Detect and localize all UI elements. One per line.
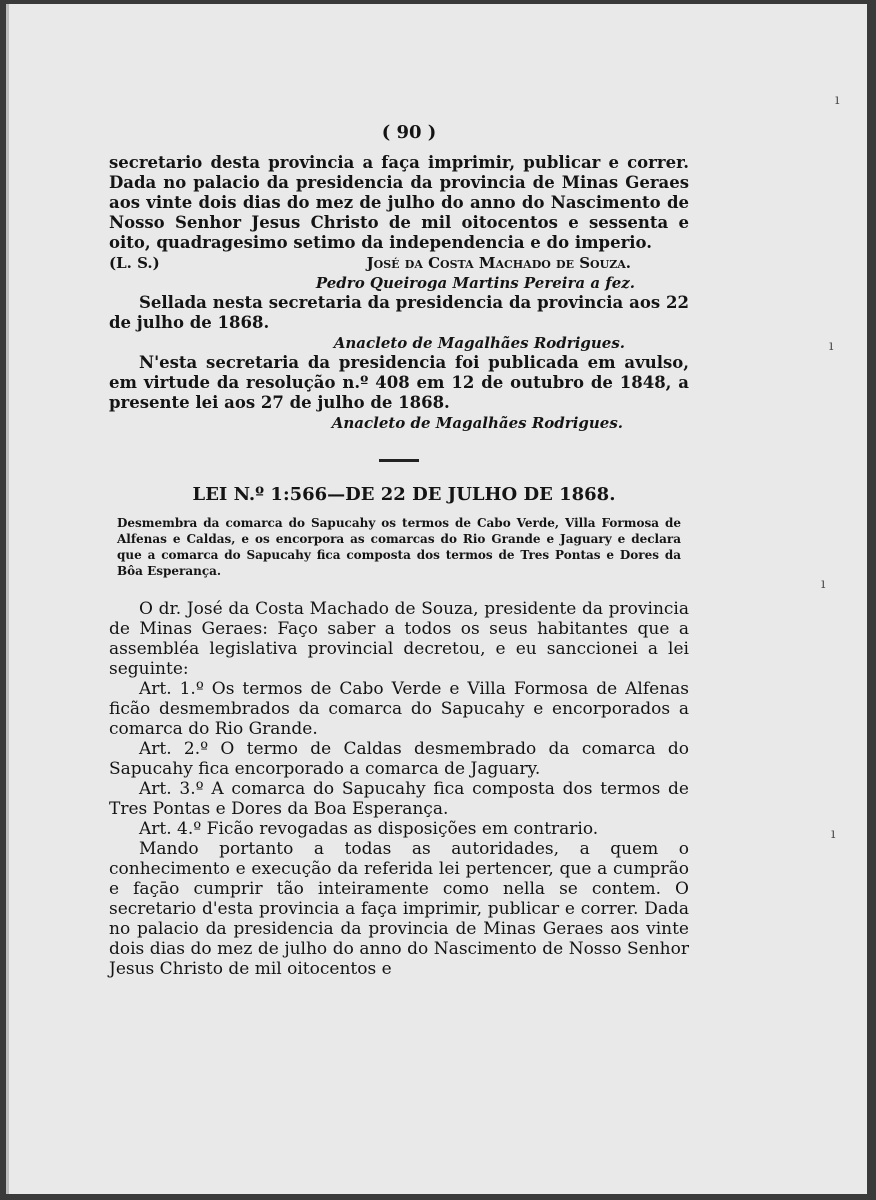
seal-signature-row	[109, 253, 689, 273]
article-4-label: Art. 4.º	[139, 819, 202, 839]
margin-speck: ı	[831, 826, 836, 842]
scanned-page	[6, 4, 867, 1194]
article-4	[109, 819, 689, 839]
margin-speck: ı	[835, 92, 840, 108]
signer-president: José da Costa Machado de Souza.	[366, 254, 631, 272]
article-3-label: Art. 3.º	[139, 779, 204, 799]
signer-secretary-2: Anacleto de Magalhães Rodrigues.	[331, 414, 623, 432]
top-paragraph: secretario desta provincia a faça imprimir, publicar e correr. Dada no palacio da presidencia da provincia de Minas Geraes aos vinte dois dias do mez de julho do anno do Nascimento de Nosso Senhor Jesus Christo de mil oitocentos e sessenta e oito, quadragesimo setimo da independencia e do imperio.	[109, 153, 689, 252]
page-content	[109, 122, 689, 979]
margin-speck: ı	[821, 576, 826, 592]
scribe-line: Pedro Queiroga Martins Pereira a fez.	[315, 274, 635, 292]
article-4-text: Ficão revogadas as disposições em contrario.	[206, 819, 599, 839]
closing-paragraph: Mando portanto a todas as autoridades, a quem o conhecimento e execução da referida lei pertencer, que a cumprão e façāo cumprir tão inteiramente como nella se contem. O secretario d'esta provincia a faça imprimir, publicar e correr. Dada no palacio da presidencia da provincia de Minas Geraes aos vinte dois dias do mez de julho do anno do Nascimento de Nosso Senhor Jesus Christo de mil oitocentos e	[109, 839, 689, 979]
article-2	[109, 739, 689, 779]
published-paragraph: N'esta secretaria da presidencia foi publicada em avulso, em virtude da resolução n.º 408 em 12 de outubro de 1848, a presente lei aos 27 de julho de 1868.	[109, 353, 689, 412]
law-preamble: O dr. José da Costa Machado de Souza, presidente da provincia de Minas Geraes: Faço saber a todos os seus habitantes que a assembléa legislativa provincial decretou, e eu sanccionei a lei seguinte:	[109, 599, 689, 679]
seal-mark: (L. S.)	[109, 254, 160, 272]
section-divider	[379, 459, 419, 462]
law-title: LEI N.º 1:566—DE 22 DE JULHO DE 1868.	[192, 484, 616, 505]
law-summary: Desmembra da comarca do Sapucahy os termos de Cabo Verde, Villa Formosa de Alfenas e Caldas, e os encorpora as comarcas do Rio Grande e Jaguary e declara que a comarca do Sapucahy fica composta dos termos de Tres Pontas e Dores da Bôa Esperança.	[117, 516, 681, 578]
article-3-text: A comarca do Sapucahy fica composta dos termos de Tres Pontas e Dores da Boa Esperança.	[109, 779, 689, 819]
sealed-paragraph: Sellada nesta secretaria da presidencia da provincia aos 22 de julho de 1868.	[109, 293, 689, 332]
article-1-text: Os termos de Cabo Verde e Villa Formosa de Alfenas ficão desmembrados da comarca do Sapucahy e encorporados a comarca do Rio Grande.	[109, 679, 690, 739]
article-1	[109, 679, 689, 739]
article-2-label: Art. 2.º	[139, 739, 209, 759]
article-2-text: O termo de Caldas desmembrado da comarca do Sapucahy fica encorporado a comarca de Jaguary.	[109, 739, 690, 779]
article-3	[109, 779, 689, 819]
signer-secretary-1: Anacleto de Magalhães Rodrigues.	[333, 334, 625, 352]
margin-speck: ı	[829, 338, 834, 354]
page-number: ( 90 )	[381, 122, 437, 143]
article-1-label: Art. 1.º	[139, 679, 204, 699]
